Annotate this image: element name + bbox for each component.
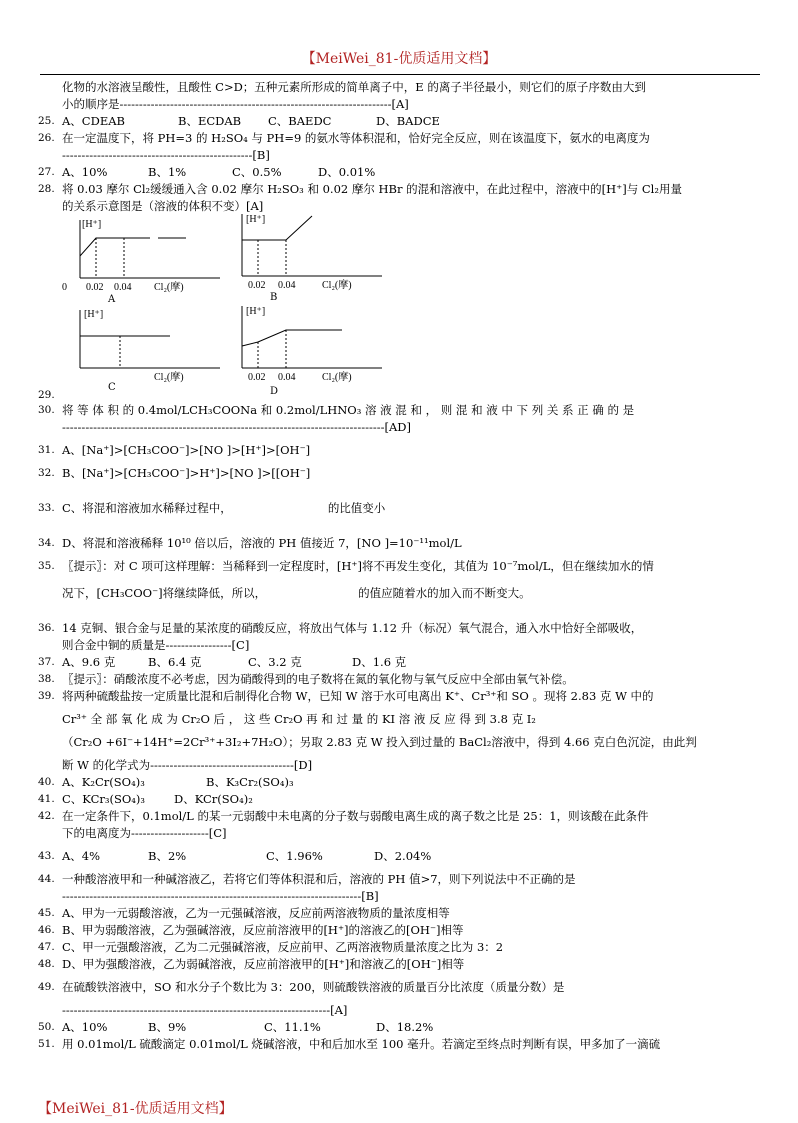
x-axis-label: Cl₂(摩) xyxy=(154,372,184,383)
question-number: 35. xyxy=(38,560,55,572)
answer-line: -------------------------------------------------[B] xyxy=(62,148,270,162)
answer-line: -----------------------------------------------------------------------------[B] xyxy=(62,889,379,903)
question-text: 将两种硫酸盐按一定质量比混和后制得化合物 W，已知 W 溶于水可电离出 K⁺、Cr³⁺和 SO 。现将 2.83 克 W 中的 xyxy=(62,689,654,703)
hint-text: 的值应随着水的加入而不断变大。 xyxy=(358,586,531,600)
question-number: 43. xyxy=(38,850,55,862)
answer-line: 断 W 的化学式为-------------------------------------[D] xyxy=(62,758,313,772)
chart-options xyxy=(38,214,762,401)
question-number: 50. xyxy=(38,1021,55,1033)
question-text: 在硫酸铁溶液中，SO 和水分子个数比为 3：200，则硫酸铁溶液的质量百分比浓度（质量分数）是 xyxy=(62,980,565,994)
question-text: 将 0.03 摩尔 Cl₂缓缓通入含 0.02 摩尔 H₂SO₃ 和 0.02 摩尔 HBr 的混和溶液中，在此过程中，溶液中的[H⁺]与 Cl₂用量 xyxy=(62,182,682,196)
question-number: 40. xyxy=(38,776,55,788)
question-text: 14 克铜、银合金与足量的某浓度的硝酸反应，将放出气体与 1.12 升（标况）氧气混合，通入水中恰好全部吸收， xyxy=(62,621,643,635)
question-text: 在一定温度下，将 PH=3 的 H₂SO₄ 与 PH=9 的氨水等体积混和，恰好完全反应，则在该温度下，氨水的电离度为 xyxy=(62,131,650,145)
question-number: 34. xyxy=(38,537,55,549)
answer-line: -----------------------------------------------------------------------------------[AD] xyxy=(62,420,412,434)
hint-text: 况下，[CH₃COO⁻]将继续降低，所以， xyxy=(62,586,267,600)
option-text: C、甲一元强酸溶液，乙为二元强碱溶液，反应前甲、乙两溶液物质量浓度之比为 3：2 xyxy=(62,940,504,954)
option-b: B、2% xyxy=(148,849,187,863)
question-number: 39. xyxy=(38,690,55,702)
option-text: A、[Na⁺]>[CH₃COO⁻]>[NO ]>[H⁺]>[OH⁻] xyxy=(62,443,311,457)
option-c: C、11.1% xyxy=(264,1020,321,1034)
question-number: 47. xyxy=(38,941,55,953)
origin-label: 0 xyxy=(62,282,67,293)
option-a: A、9.6 克 xyxy=(62,655,116,669)
option-d: D、0.01% xyxy=(318,165,376,179)
option-b: B、K₃Cr₂(SO₄)₃ xyxy=(206,775,294,789)
question-number: 26. xyxy=(38,132,55,144)
question-text: （Cr₂O +6I⁻+14H⁺=2Cr³⁺+3I₂+7H₂O）；另取 2.83 克 W 投入到过量的 BaCl₂溶液中，得到 4.66 克白色沉淀，由此判 xyxy=(62,735,697,749)
question-number: 51. xyxy=(38,1038,55,1050)
y-axis-label: [H⁺] xyxy=(246,306,266,317)
text-line: 化物的水溶液呈酸性，且酸性 C>D；五种元素所形成的简单离子中，E 的离子半径最小，则它们的原子序数由大到 xyxy=(62,80,646,94)
question-number: 30. xyxy=(38,404,55,416)
question-number: 46. xyxy=(38,924,55,936)
question-text: Cr³⁺ 全 部 氧 化 成 为 Cr₂O 后 ， 这 些 Cr₂O 再 和 过 量 的 KI 溶 液 反 应 得 到 3.8 克 I₂ xyxy=(62,712,536,726)
option-c: C、3.2 克 xyxy=(248,655,302,669)
question-text: 用 0.01mol/L 硫酸滴定 0.01mol/L 烧碱溶液，中和后加水至 100 毫升。若滴定至终点时判断有误，甲多加了一滴硫 xyxy=(62,1037,661,1051)
y-axis-label: [H⁺] xyxy=(246,214,266,225)
question-number: 41. xyxy=(38,793,55,805)
option-b: B、6.4 克 xyxy=(148,655,202,669)
option-d: D、2.04% xyxy=(374,849,432,863)
chart-letter: B xyxy=(270,292,278,303)
page-header: 【MeiWei_81-优质适用文档】 xyxy=(301,51,497,67)
question-text: 一种酸溶液甲和一种碱溶液乙，若将它们等体积混和后，溶液的 PH 值>7，则下列说法中不正确的是 xyxy=(62,872,576,886)
question-number: 25. xyxy=(38,115,55,127)
chart-c xyxy=(70,306,230,393)
hint-text: 〖提示〗：对 C 项可这样理解：当稀释到一定程度时，[H⁺]将不再发生变化，其值为 10⁻⁷mol/L，但在继续加水的情 xyxy=(62,559,654,573)
question-number: 33. xyxy=(38,502,55,514)
tick-label: 0.04 xyxy=(114,282,132,293)
option-text: B、[Na⁺]>[CH₃COO⁻]>H⁺]>[NO ]>[[OH⁻] xyxy=(62,466,311,480)
option-a: A、4% xyxy=(62,849,101,863)
y-axis-label: [H⁺] xyxy=(84,309,104,320)
option-d: D、KCr(SO₄)₂ xyxy=(174,792,253,806)
chart-a xyxy=(62,216,230,305)
x-axis-label: Cl₂(摩) xyxy=(154,282,184,293)
question-text: 在一定条件下，0.1mol/L 的某一元弱酸中未电离的分子数与弱酸电离生成的离子数之比是 25：1，则该酸在此条件 xyxy=(62,809,649,823)
answer-line: ---------------------------------------------------------------------[A] xyxy=(62,1003,348,1017)
option-a: A、10% xyxy=(62,165,108,179)
tick-label: 0.04 xyxy=(278,280,296,291)
option-text: B、甲为弱酸溶液，乙为强碱溶液，反应前溶液甲的[H⁺]的溶液乙的[OH⁻]相等 xyxy=(62,923,464,937)
tick-label: 0.02 xyxy=(248,280,266,291)
option-c: C、KCr₃(SO₄)₃ xyxy=(62,792,145,806)
option-d: D、BADCE xyxy=(376,114,440,128)
option-text: 的比值变小 xyxy=(327,501,386,515)
x-axis-label: Cl₂(摩) xyxy=(322,372,352,383)
option-text: A、甲为一元弱酸溶液，乙为一元强碱溶液，反应前两溶液物质的量浓度相等 xyxy=(62,906,450,920)
document-body xyxy=(38,80,762,1054)
question-number: 42. xyxy=(38,810,55,822)
question-text: 将 等 体 积 的 0.4mol/LCH₃COONa 和 0.2mol/LHNO₃ 溶 液 混 和 ， 则 混 和 液 中 下 列 关 系 正 确 的 是 xyxy=(62,403,635,417)
question-number: 27. xyxy=(38,166,55,178)
option-text: D、将混和溶液稀释 10¹⁰ 倍以后，溶液的 PH 值接近 7，[NO ]=10⁻¹¹mol/L xyxy=(62,536,462,550)
y-axis-label: [H⁺] xyxy=(82,219,102,230)
question-number: 29. xyxy=(38,389,55,401)
question-number: 36. xyxy=(38,622,55,634)
chart-letter: C xyxy=(108,382,116,393)
question-text: 下的电离度为--------------------[C] xyxy=(62,826,227,840)
tick-label: 0.02 xyxy=(248,372,266,383)
question-text: 的关系示意图是（溶液的体积不变）[A] xyxy=(62,199,264,213)
question-number: 48. xyxy=(38,958,55,970)
option-b: B、9% xyxy=(148,1020,187,1034)
chart-letter: D xyxy=(270,386,279,397)
text-line: 小的顺序是----------------------------------------------------------------------[A] xyxy=(62,97,409,111)
option-a: A、10% xyxy=(62,1020,108,1034)
question-number: 32. xyxy=(38,467,55,479)
option-text: D、甲为强酸溶液，乙为弱碱溶液，反应前溶液甲的[H⁺]和溶液乙的[OH⁻]相等 xyxy=(62,957,465,971)
question-number: 44. xyxy=(38,873,55,885)
question-text: 则合金中铜的质量是-----------------[C] xyxy=(62,638,250,652)
option-a: A、CDEAB xyxy=(62,114,125,128)
question-number: 49. xyxy=(38,981,55,993)
option-d: D、1.6 克 xyxy=(352,655,407,669)
tick-label: 0.04 xyxy=(278,372,296,383)
option-b: B、1% xyxy=(148,165,187,179)
page-footer: 【MeiWei_81-优质适用文档】 xyxy=(38,1101,233,1117)
chart-b xyxy=(232,210,397,303)
x-axis-label: Cl₂(摩) xyxy=(322,280,352,291)
tick-label: 0.02 xyxy=(86,282,104,293)
question-number: 45. xyxy=(38,907,55,919)
option-text: C、将混和溶液加水稀释过程中， xyxy=(62,501,232,515)
chart-letter: A xyxy=(108,294,116,305)
option-c: C、0.5% xyxy=(232,165,282,179)
option-c: C、BAEDC xyxy=(268,114,332,128)
option-c: C、1.96% xyxy=(266,849,323,863)
hint-text: 〖提示〗：硝酸浓度不必考虑，因为硝酸得到的电子数将在氮的氧化物与氧气反应中全部由氧气补偿。 xyxy=(62,672,574,686)
header-rule xyxy=(40,74,760,75)
question-number: 37. xyxy=(38,656,55,668)
question-number: 38. xyxy=(38,673,55,685)
option-a: A、K₂Cr(SO₄)₃ xyxy=(62,775,145,789)
question-number: 28. xyxy=(38,183,55,195)
question-number: 31. xyxy=(38,444,55,456)
option-d: D、18.2% xyxy=(376,1020,434,1034)
option-b: B、ECDAB xyxy=(178,114,242,128)
chart-d xyxy=(232,302,397,397)
